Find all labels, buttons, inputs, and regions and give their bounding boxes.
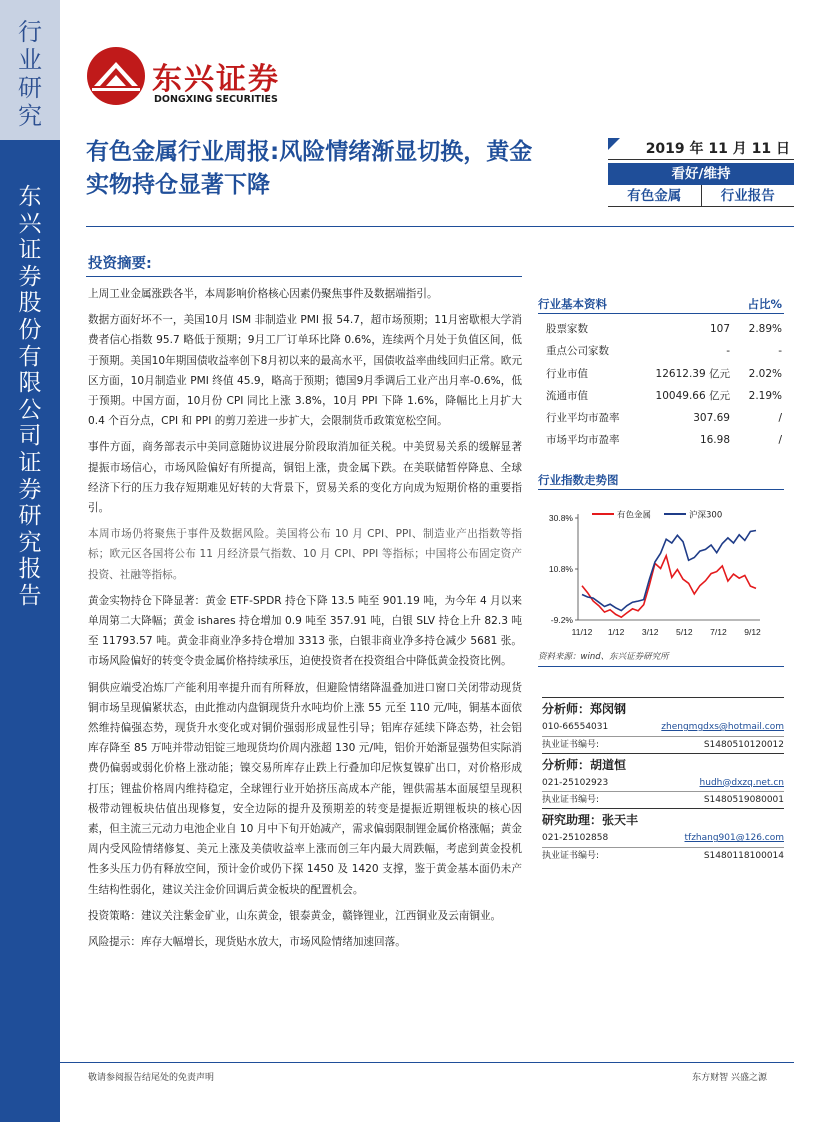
summary-paragraph: 本周市场仍将聚焦于事件及数据风险。美国将公布 10 月 CPI、PPI、制造业产出指数等指标；欧元区各国将公布 11 月经济景气指数、10 月 CPI、PPI 等指标；中国将公布固定资产投资、社融等指标。 — [88, 528, 522, 581]
analyst-contact-row — [542, 830, 784, 847]
summary-paragraph: 风险提示：库存大幅增长，现货贴水放大，市场风险情绪加速回落。 — [88, 936, 406, 949]
analyst-contacts — [542, 697, 784, 864]
x-tick-label: 11/12 — [571, 627, 593, 637]
summary-body — [88, 284, 522, 958]
industry-tag: 有色金属 — [608, 185, 702, 206]
cert-number: S1480519080001 — [703, 795, 784, 806]
legend-label: 有色金属 — [617, 510, 652, 521]
analyst-cert-row — [542, 847, 784, 864]
analyst-email-link[interactable]: tfzhang901@126.com — [684, 833, 784, 844]
analyst-phone: 021-25102858 — [542, 833, 609, 844]
row-value: 307.69 — [693, 412, 730, 425]
summary-divider — [86, 276, 522, 277]
index-trend-chart — [538, 500, 784, 645]
x-tick-label: 5/12 — [676, 627, 693, 637]
table-row — [538, 407, 784, 429]
report-info-box — [608, 138, 794, 207]
sidebar-company-label: 东兴证券股份有限公司证券研究报告 — [18, 184, 42, 609]
analyst-contact-row — [542, 719, 784, 736]
chart-title: 行业指数走势图 — [538, 472, 784, 490]
report-tags — [608, 185, 794, 207]
header-divider — [86, 226, 794, 227]
analyst-cert-row — [542, 736, 784, 753]
row-value: 16.98 — [699, 434, 730, 447]
summary-paragraph: 铜供应端受冶炼厂产能利用率提升而有所释放，但避险情绪降温叠加进口窗口关闭带动现货铜市场呈现偏紧状态，由此推动内盘铜现货升水吨均价上涨 55 元至 110 元/吨，铜基本面依然维持偏强态势，现货升水变化或对铜价强弱形成显性引导；铝库存延续下降态势，社会铝库存降至 85 万吨并带动铝锭三地现货均价周内涨超 130 元/吨，铝价开始渐显强势但实际消费仍偏弱或弱化价格上涨动能；镍交易所库存止跌上行叠加印尼恢复镍矿出口，对价格形成打压；锂盐价格周内维持稳定，全球锂行业开始挤压高成本产能，锂供需基本面展望呈现积极带动锂板块估值出现修复，安全边际的提升及预期差的转变是提振近期锂板块的核心因素，但主流三元动力电池企业自 10 月中下旬开始减产，需求偏弱限制锂金属价格涨幅；黄金周内受风险情绪修复、美元上涨及美债收益率上涨而创三年内最大周跌幅，考虑到黄金投机性多头压力仍有释放空间，预计金价或仍下探 1450 及 1420 支撑，鉴于黄金基本面仍未产生结构性弱化，建议关注金价回调后黄金板块的配置机会。 — [88, 681, 522, 896]
legend-label: 沪深300 — [689, 510, 723, 521]
row-share: 2.89% — [748, 323, 782, 335]
logo-mark-icon — [86, 46, 146, 106]
row-label: 股票家数 — [546, 323, 588, 335]
logo-name-cn: 东兴证券 — [152, 62, 280, 97]
sidebar-category-block — [0, 0, 60, 140]
cert-label: 执业证书编号: — [542, 795, 600, 806]
cert-label: 执业证书编号: — [542, 850, 600, 861]
row-label: 行业平均市盈率 — [546, 412, 620, 425]
row-share: 2.02% — [748, 367, 782, 380]
row-value: 12612.39 亿元 — [655, 367, 730, 380]
cert-label: 执业证书编号: — [542, 739, 600, 750]
row-label: 行业市值 — [546, 367, 588, 380]
table-row — [538, 363, 784, 385]
row-value: 10049.66 亿元 — [655, 389, 730, 402]
table-row — [538, 340, 784, 362]
analyst-phone: 021-25102923 — [542, 777, 609, 788]
analyst-email-link[interactable]: zhengmgdxs@hotmail.com — [661, 722, 784, 732]
analyst-phone: 010-66554031 — [542, 722, 609, 732]
summary-paragraph: 上周工业金属涨跌各半，本周影响价格核心因素仍聚焦事件及数据端指引。 — [88, 288, 438, 300]
chart-divider — [538, 666, 784, 667]
chart-source: 资料来源：wind、东兴证券研究所 — [538, 652, 669, 662]
row-label: 流通市值 — [546, 389, 588, 402]
report-date-row — [608, 138, 794, 160]
analyst-contact-row — [542, 775, 784, 792]
basics-title-row — [538, 296, 784, 314]
summary-paragraph: 事件方面，商务部表示中美同意随协议进展分阶段取消加征关税。中美贸易关系的缓解显著提振市场信心，市场风险偏好有所提高，铜铝上涨，贵金属下跌。在美联储暂停降息、全球经济下行的压力我存短期难见好转的大背景下，贸易关系的变化方向成为短期价格的重要指引。 — [88, 441, 522, 515]
sidebar-company-block — [0, 140, 60, 1122]
analyst-email-link[interactable]: hudh@dxzq.net.cn — [699, 777, 784, 788]
corner-triangle-icon — [608, 138, 620, 150]
x-tick-label: 9/12 — [744, 627, 761, 637]
cert-number: S1480510120012 — [703, 739, 784, 750]
y-tick-label: -9.2% — [550, 615, 573, 625]
x-tick-label: 1/12 — [607, 627, 625, 637]
row-share: / — [778, 434, 782, 447]
basics-share-header: 占比% — [747, 297, 782, 311]
report-title: 有色金属行业周报:风险情绪渐显切换，黄金实物持仓显著下降 — [86, 139, 533, 198]
analyst-cert-row — [542, 791, 784, 808]
report-type-tag: 行业报告 — [720, 188, 775, 204]
summary-heading: 投资摘要: — [88, 256, 152, 272]
summary-paragraph: 投资策略：建议关注紫金矿业，山东黄金，银泰黄金，赣锋锂业，江西铜业及云南铜业。 — [88, 909, 502, 922]
summary-paragraph: 黄金实物持仓下降显著：黄金 ETF-SPDR 持仓下降 13.5 吨至 901.19 吨，为今年 4 月以来单周第二大降幅；黄金 ishares 持仓增加 0.9 吨至 357.91 吨，白银 SLV 持仓上升 82.3 吨至 11793.57 吨。黄金非商业净多持仓增加 3313 张，白银非商业净多持仓减少 5681 张。市场风险偏好的转变令贵金属价格持续承压，迫使投资者在投资组合中降低黄金投资比例。 — [88, 594, 522, 668]
y-tick-label: 10.8% — [548, 564, 573, 574]
row-share: - — [778, 345, 782, 358]
row-share: 2.19% — [748, 389, 782, 402]
x-tick-label: 3/12 — [641, 627, 659, 637]
basics-title: 行业基本资料 — [538, 297, 607, 311]
series-line-csi300 — [582, 531, 756, 611]
x-tick-label: 7/12 — [710, 627, 727, 637]
table-row — [538, 385, 784, 407]
analyst-name: 研究助理：张天丰 — [542, 808, 784, 830]
logo-name-en: DONGXING SECURITIES — [154, 94, 278, 105]
row-label: 市场平均市盈率 — [546, 434, 620, 447]
series-line-nonferrous — [582, 556, 756, 618]
sidebar-category-label: 行业研究 — [18, 18, 42, 130]
basics-table — [538, 318, 784, 452]
footer-disclaimer: 敬请参阅报告结尾处的免责声明 — [88, 1073, 215, 1083]
row-share: / — [778, 412, 782, 425]
footer-slogan: 东方财智 兴盛之源 — [692, 1073, 767, 1083]
summary-paragraph: 数据方面好坏不一，美国10月 ISM 非制造业 PMI 报 54.7，超市场预期；11月密歇根大学消费者信心指数 95.7 略低于预期；9月工厂订单环比降 0.6%，连续两个月处于负值区间，低于预期。美国10年期国债收益率创下8月初以来的最高水平，国债收益率曲线回归正常。欧元区方面，10月制造业 PMI 终值 45.9，略高于预期；德国9月季调后工业产出月率-0.6%，低于预期。中国方面，10月份 CPI 同比上涨 3.8%，10月 PPI 下降 1.6%，降幅比上月扩大 0.4 个百分点，CPI 和 PPI 的剪刀差进一步扩大，会限制货币政策宽松空间。 — [88, 314, 522, 428]
table-row — [538, 318, 784, 340]
company-logo — [86, 44, 306, 114]
row-label: 重点公司家数 — [546, 345, 609, 358]
row-value: - — [726, 345, 730, 358]
cert-number: S1480118100014 — [703, 850, 784, 861]
footer-divider — [60, 1062, 794, 1063]
report-date: 2019 年 11 月 11 日 — [645, 141, 790, 157]
analyst-name: 分析师：胡道恒 — [542, 753, 784, 775]
rating-badge: 看好/维持 — [608, 163, 794, 185]
table-row — [538, 429, 784, 451]
row-value: 107 — [709, 323, 730, 335]
y-tick-label: 30.8% — [548, 513, 573, 523]
analyst-name: 分析师：郑闵钢 — [542, 697, 784, 719]
